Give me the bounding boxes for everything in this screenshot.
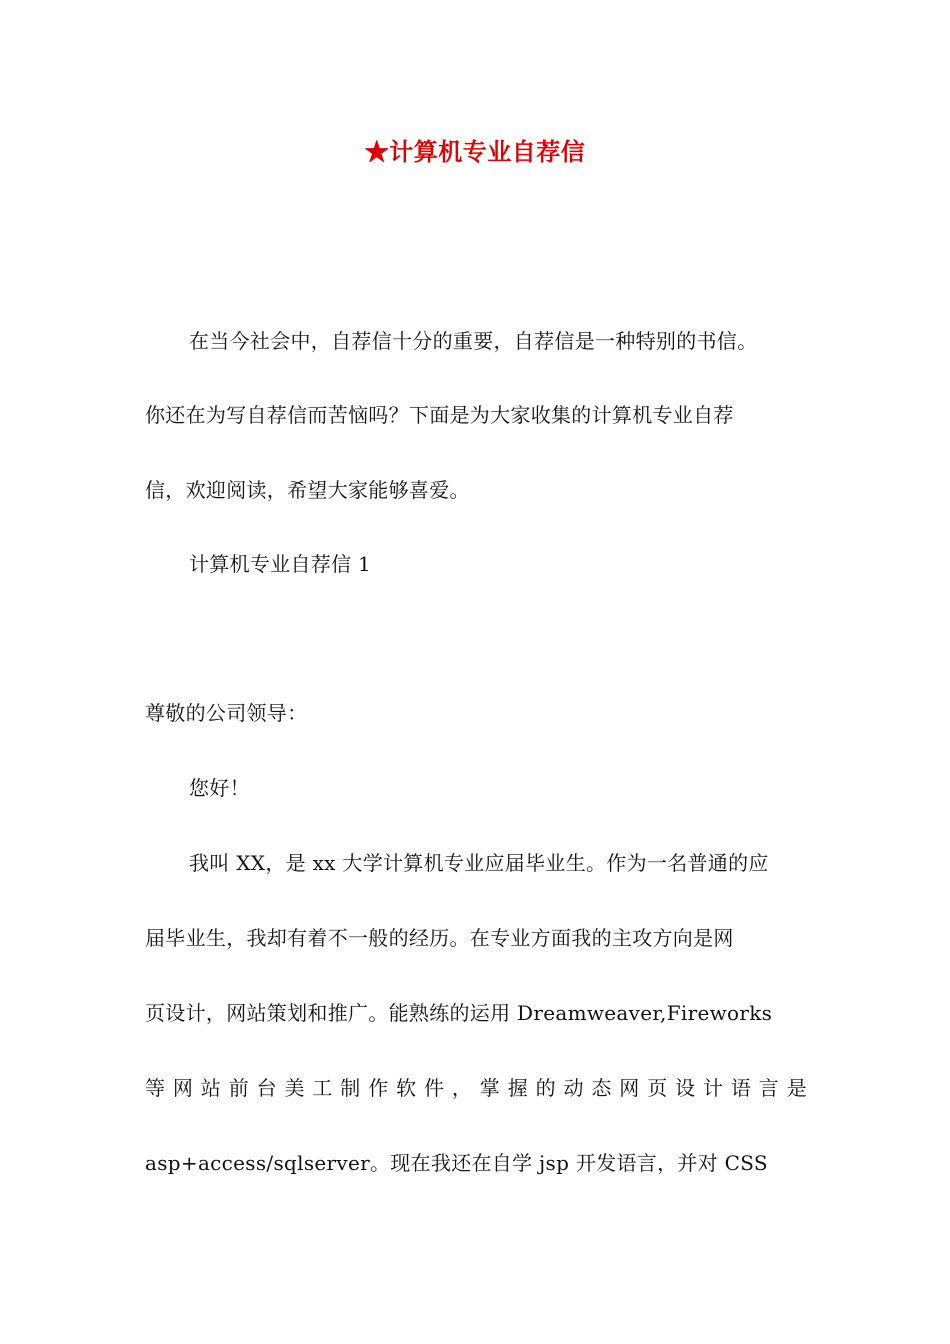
- section-heading: 计算机专业自荐信 1: [189, 552, 372, 576]
- paragraph-line: 等网站前台美工制作软件，掌握的动态网页设计语言是: [145, 1076, 807, 1100]
- paragraph-line: 在当今社会中，自荐信十分的重要，自荐信是一种特别的书信。: [189, 329, 758, 353]
- paragraph-line: 届毕业生，我却有着不一般的经历。在专业方面我的主攻方向是网: [145, 926, 734, 950]
- paragraph-line: 你还在为写自荐信而苦恼吗？下面是为大家收集的计算机专业自荐: [145, 403, 734, 427]
- paragraph-line: asp+access/sqlserver。现在我还在自学 jsp 开发语言，并对 CSS: [145, 1151, 768, 1175]
- salutation: 尊敬的公司领导：: [145, 701, 308, 725]
- paragraph-line: 信，欢迎阅读，希望大家能够喜爱。: [145, 478, 470, 502]
- greeting: 您好！: [189, 776, 250, 800]
- paragraph-line: 我叫 XX，是 xx 大学计算机专业应届毕业生。作为一名普通的应: [189, 851, 769, 875]
- paragraph-line: 页设计，网站策划和推广。能熟练的运用 Dreamweaver,Fireworks: [145, 1001, 773, 1025]
- document-title: ★计算机专业自荐信: [364, 137, 586, 166]
